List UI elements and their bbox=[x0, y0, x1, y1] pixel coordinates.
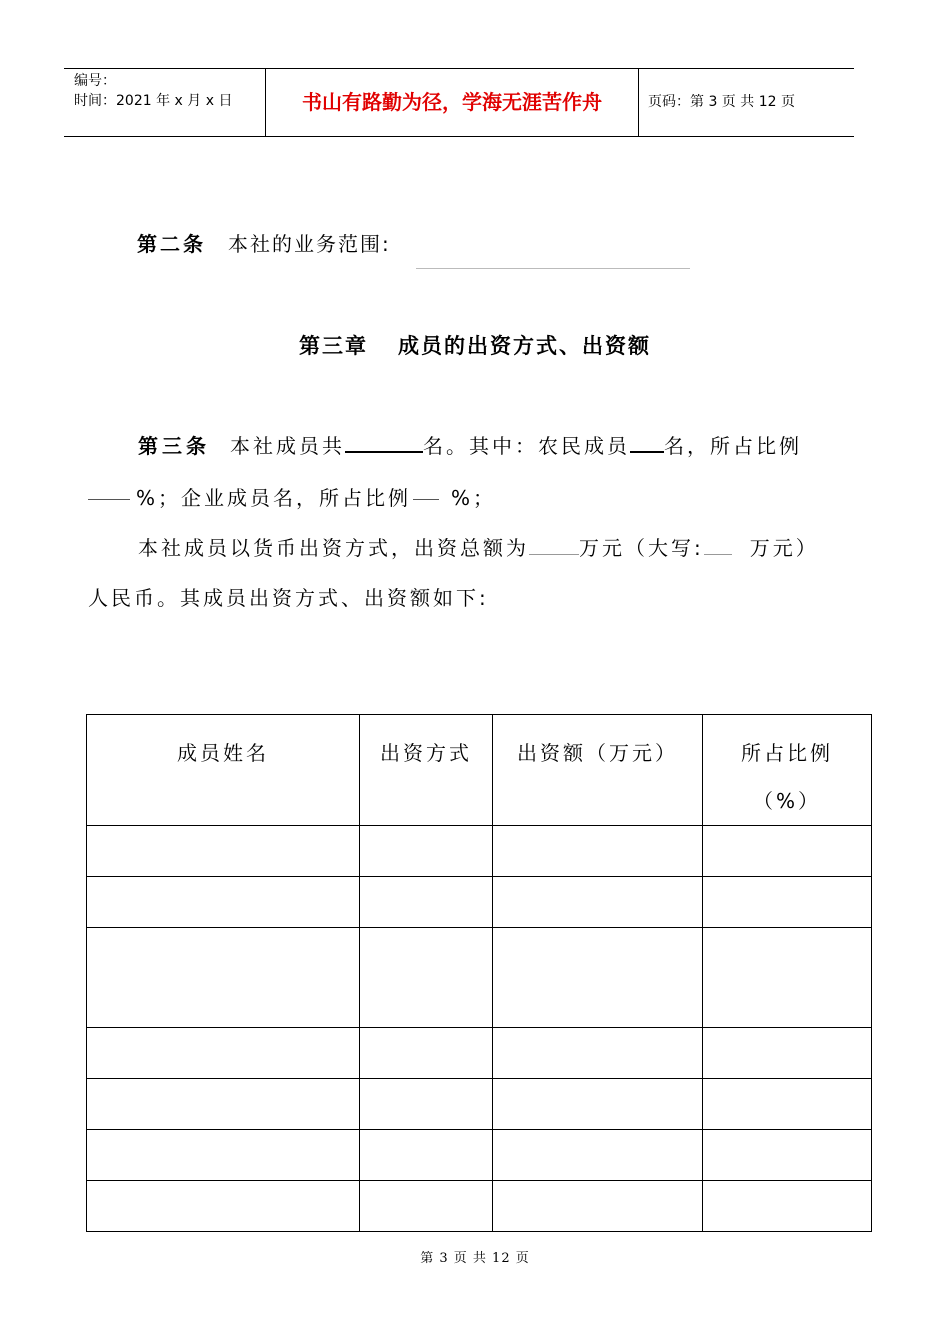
article-3-text-a: 本社成员共 bbox=[230, 434, 345, 458]
table-cell[interactable] bbox=[703, 928, 872, 1028]
table-row bbox=[87, 877, 872, 928]
table-cell[interactable] bbox=[703, 877, 872, 928]
amount-in-words-blank bbox=[704, 536, 732, 555]
farmer-ratio-blank bbox=[88, 499, 130, 500]
chapter-3-heading bbox=[0, 330, 950, 360]
header-ratio: 所占比例 （%） bbox=[703, 715, 872, 826]
header-contribution-amount: 出资额（万元） bbox=[493, 715, 703, 826]
serial-label: 编号： bbox=[74, 73, 116, 89]
article-2 bbox=[137, 228, 391, 257]
header-ratio-unit: （%） bbox=[752, 789, 821, 813]
table-cell[interactable] bbox=[493, 877, 703, 928]
table-cell[interactable] bbox=[87, 928, 360, 1028]
table-cell[interactable] bbox=[493, 1028, 703, 1079]
table-cell[interactable] bbox=[87, 826, 360, 877]
table-cell[interactable] bbox=[360, 1079, 493, 1130]
table-cell[interactable] bbox=[493, 1181, 703, 1232]
table-cell[interactable] bbox=[87, 1028, 360, 1079]
table-cell[interactable] bbox=[493, 826, 703, 877]
table-cell[interactable] bbox=[360, 1028, 493, 1079]
table-cell[interactable] bbox=[87, 1130, 360, 1181]
table-cell[interactable] bbox=[493, 928, 703, 1028]
article-3-text-f: 本社成员以货币出资方式，出资总额为 bbox=[138, 536, 529, 560]
article-3-line-3 bbox=[138, 532, 819, 561]
article-2-number: 第二条 bbox=[137, 232, 206, 256]
article-3-line-4: 人民币。其成员出资方式、出资额如下: bbox=[88, 586, 489, 610]
table-cell[interactable] bbox=[493, 1079, 703, 1130]
table-row bbox=[87, 1130, 872, 1181]
table-cell[interactable] bbox=[87, 1079, 360, 1130]
article-2-text: 本社的业务范围: bbox=[228, 232, 391, 256]
page-footer: 第 3 页 共 12 页 bbox=[420, 1251, 530, 1266]
table-row bbox=[87, 1079, 872, 1130]
article-3-text-h: 万元） bbox=[749, 536, 819, 560]
article-3-text-b: 名。其中：农民成员 bbox=[423, 434, 630, 458]
table-cell[interactable] bbox=[703, 1130, 872, 1181]
table-cell[interactable] bbox=[87, 1181, 360, 1232]
table-cell[interactable] bbox=[360, 826, 493, 877]
table-cell[interactable] bbox=[360, 877, 493, 928]
table-cell[interactable] bbox=[360, 1181, 493, 1232]
time-label: 时间：2021 年 x 月 x 日 bbox=[74, 93, 233, 109]
table-cell[interactable] bbox=[703, 1028, 872, 1079]
contribution-table bbox=[86, 714, 872, 1232]
table-row bbox=[87, 928, 872, 1028]
chapter-3-number: 第三章 bbox=[299, 334, 368, 358]
table-header-row bbox=[87, 715, 872, 826]
article-3-text-c: 名，所占比例 bbox=[664, 434, 802, 458]
business-scope-blank bbox=[416, 268, 690, 269]
header-page-info: 页码：第 3 页 共 12 页 bbox=[648, 94, 795, 110]
table-row bbox=[87, 826, 872, 877]
table-cell[interactable] bbox=[493, 1130, 703, 1181]
article-3-text-d: %；企业成员名，所占比例 bbox=[136, 486, 412, 510]
total-amount-blank bbox=[529, 536, 579, 555]
article-3-line-2 bbox=[88, 482, 496, 511]
farmer-members-blank bbox=[630, 433, 664, 453]
page-header bbox=[64, 68, 854, 137]
table-cell[interactable] bbox=[703, 1079, 872, 1130]
total-members-blank bbox=[345, 433, 423, 453]
article-3-number: 第三条 bbox=[138, 434, 210, 458]
header-contribution-method: 出资方式 bbox=[360, 715, 493, 826]
table-cell[interactable] bbox=[360, 928, 493, 1028]
article-3-line-1 bbox=[138, 430, 802, 459]
table-cell[interactable] bbox=[87, 877, 360, 928]
header-left-cell bbox=[64, 69, 266, 136]
header-motto: 书山有路勤为径，学海无涯苦作舟 bbox=[266, 69, 639, 136]
article-3-text-e: %； bbox=[451, 486, 497, 510]
chapter-3-title: 成员的出资方式、出资额 bbox=[398, 334, 651, 358]
table-row bbox=[87, 1181, 872, 1232]
enterprise-ratio-blank bbox=[413, 499, 439, 500]
table-cell[interactable] bbox=[360, 1130, 493, 1181]
header-member-name: 成员姓名 bbox=[87, 715, 360, 826]
table-row bbox=[87, 1028, 872, 1079]
table-cell[interactable] bbox=[703, 1181, 872, 1232]
table-cell[interactable] bbox=[703, 826, 872, 877]
article-3-text-g: 万元（大写: bbox=[579, 536, 704, 560]
